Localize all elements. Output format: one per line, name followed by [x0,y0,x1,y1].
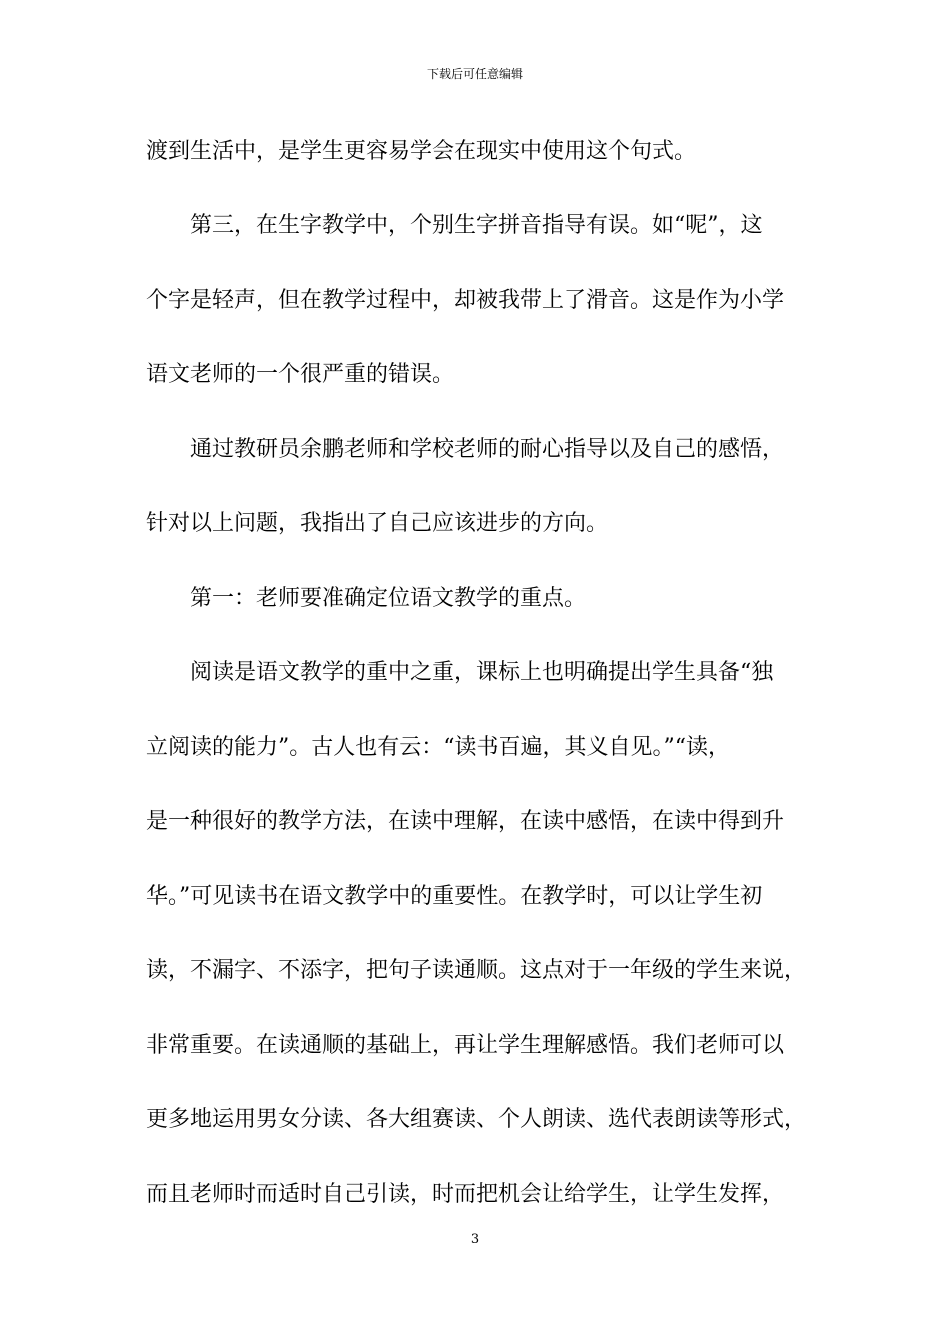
body-line: 华。”可见读书在语文教学中的重要性。在教学时，可以让学生初 [146,884,763,909]
body-line: 立阅读的能力”。古人也有云：“读书百遍，其义自见。”“读， [146,735,730,760]
body-line: 针对以上问题，我指出了自己应该进步的方向。 [146,511,609,536]
body-line: 更多地运用男女分读、各大组赛读、个人朗读、选代表朗读等形式， [146,1107,807,1132]
body-line: 第一：老师要准确定位语文教学的重点。 [146,586,587,611]
body-line: 语文老师的一个很严重的错误。 [146,362,455,387]
page-header: 下载后可任意编辑 [426,67,523,81]
body-line: 通过教研员余鹏老师和学校老师的耐心指导以及自己的感悟， [146,437,785,462]
body-line: 读，不漏字、不添字，把句子读通顺。这点对于一年级的学生来说， [146,958,807,983]
body-line: 个字是轻声，但在教学过程中，却被我带上了滑音。这是作为小学 [146,288,785,313]
body-line: 阅读是语文教学的重中之重，课标上也明确提出学生具备“独 [146,660,774,685]
body-line: 第三，在生字教学中，个别生字拼音指导有误。如“呢”，这 [146,213,763,238]
body-line: 是一种很好的教学方法，在读中理解，在读中感悟，在读中得到升 [146,809,785,834]
body-line: 非常重要。在读通顺的基础上，再让学生理解感悟。我们老师可以 [146,1033,785,1058]
body-line: 渡到生活中，是学生更容易学会在现实中使用这个句式。 [146,139,697,164]
body-line: 而且老师时而适时自己引读，时而把机会让给学生，让学生发挥， [146,1182,785,1207]
page-number: 3 [470,1232,480,1247]
